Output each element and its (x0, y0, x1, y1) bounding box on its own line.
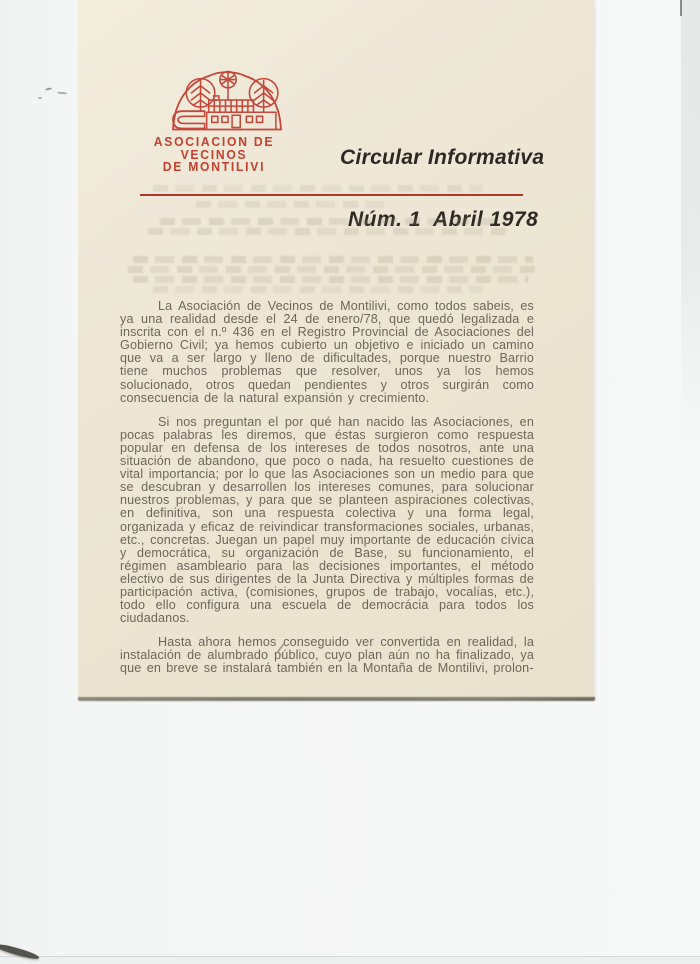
scanner-speck (57, 91, 67, 94)
scanner-speck (38, 97, 42, 99)
paragraph-3: Hasta ahora hemos conseguido ver convertida en realidad, la instalación de alumbrado público, cuyo plan aún no ha finalizado, ya que en breve se instalará también en la Montaña de Montilivi, prolon- (120, 635, 534, 676)
ink-bleedthrough (196, 201, 386, 208)
association-emblem-icon (170, 66, 284, 134)
newsletter-issue-date: Núm. 1 Abril 1978 (348, 208, 539, 231)
paragraph-1: La Asociación de Vecinos de Montilivi, como todos sabeis, es ya una realidad desde el 24 de enero/78, que quedó legalizada e inscrita con el n.º 436 en el Registro Provincial de Asociaciones del Gobierno Civil; ya hemos cubierto un objetivo e iniciado un camino que va a ser largo y lleno de dificultades, porque nuestro Barrio tiene muchos problemas que resolver, unos ya los hemos solucionado, otros quedan pendientes y otros surgirán como consecuencia de la natural expansión y crecimiento. (120, 299, 534, 405)
association-name-line3: DE MONTILIVI (162, 160, 266, 174)
association-name-line2: VECINOS (180, 147, 248, 162)
ink-bleedthrough (133, 256, 533, 263)
ink-bleedthrough (133, 276, 528, 283)
paper-sheet (78, 0, 593, 700)
newsletter-title: Circular Informativa (340, 146, 545, 169)
ink-bleedthrough (128, 266, 538, 273)
ink-bleedthrough (153, 185, 483, 192)
red-divider-rule (140, 194, 523, 196)
ink-bleedthrough (148, 228, 508, 235)
paper-bottom-edge-shadow (78, 697, 595, 701)
ink-bleedthrough (160, 218, 505, 225)
association-name-line1: ASOCIACION DE (153, 135, 275, 149)
body-text (120, 300, 534, 687)
scanner-edge-strip (681, 0, 700, 445)
paragraph-2: Si nos preguntan el por qué han nacido las Asociaciones, en pocas palabras les diremos, que éstas surgieron como respuesta popular en defensa de los intereses de todos nosotros, ante una situación de abandono, que poco o nada, ha resuelto cuestiones de vital importancia; por lo que las Asociaciones son un medio para que se descubran y desarrollen los intereses comunes, para solucionar nuestros problemas, y para que se planteen aspiraciones colectivas, en definitiva, son una respuesta colectiva y una forma legal, organizada y eficaz de reivindicar transformaciones sociales, urbanas, etc., concretas. Juegan un papel muy importante de educación cívica y democrática, su organización de Base, su funcionamiento, el régimen asambleario para las decisiones importantes, el método electivo de sus dirigentes de la Junta Directiva y múltiples formas de participación activa, (comisiones, grupos de trabajo, vocalías, etc.), todo ello configura una escuela de democrácia para todos los ciudadanos. (120, 414, 534, 626)
association-name (121, 136, 307, 174)
ink-bleedthrough (153, 286, 483, 293)
scanner-speck (45, 87, 52, 90)
scanner-bottom-zone (0, 957, 700, 964)
scanner-edge-line (680, 0, 682, 16)
